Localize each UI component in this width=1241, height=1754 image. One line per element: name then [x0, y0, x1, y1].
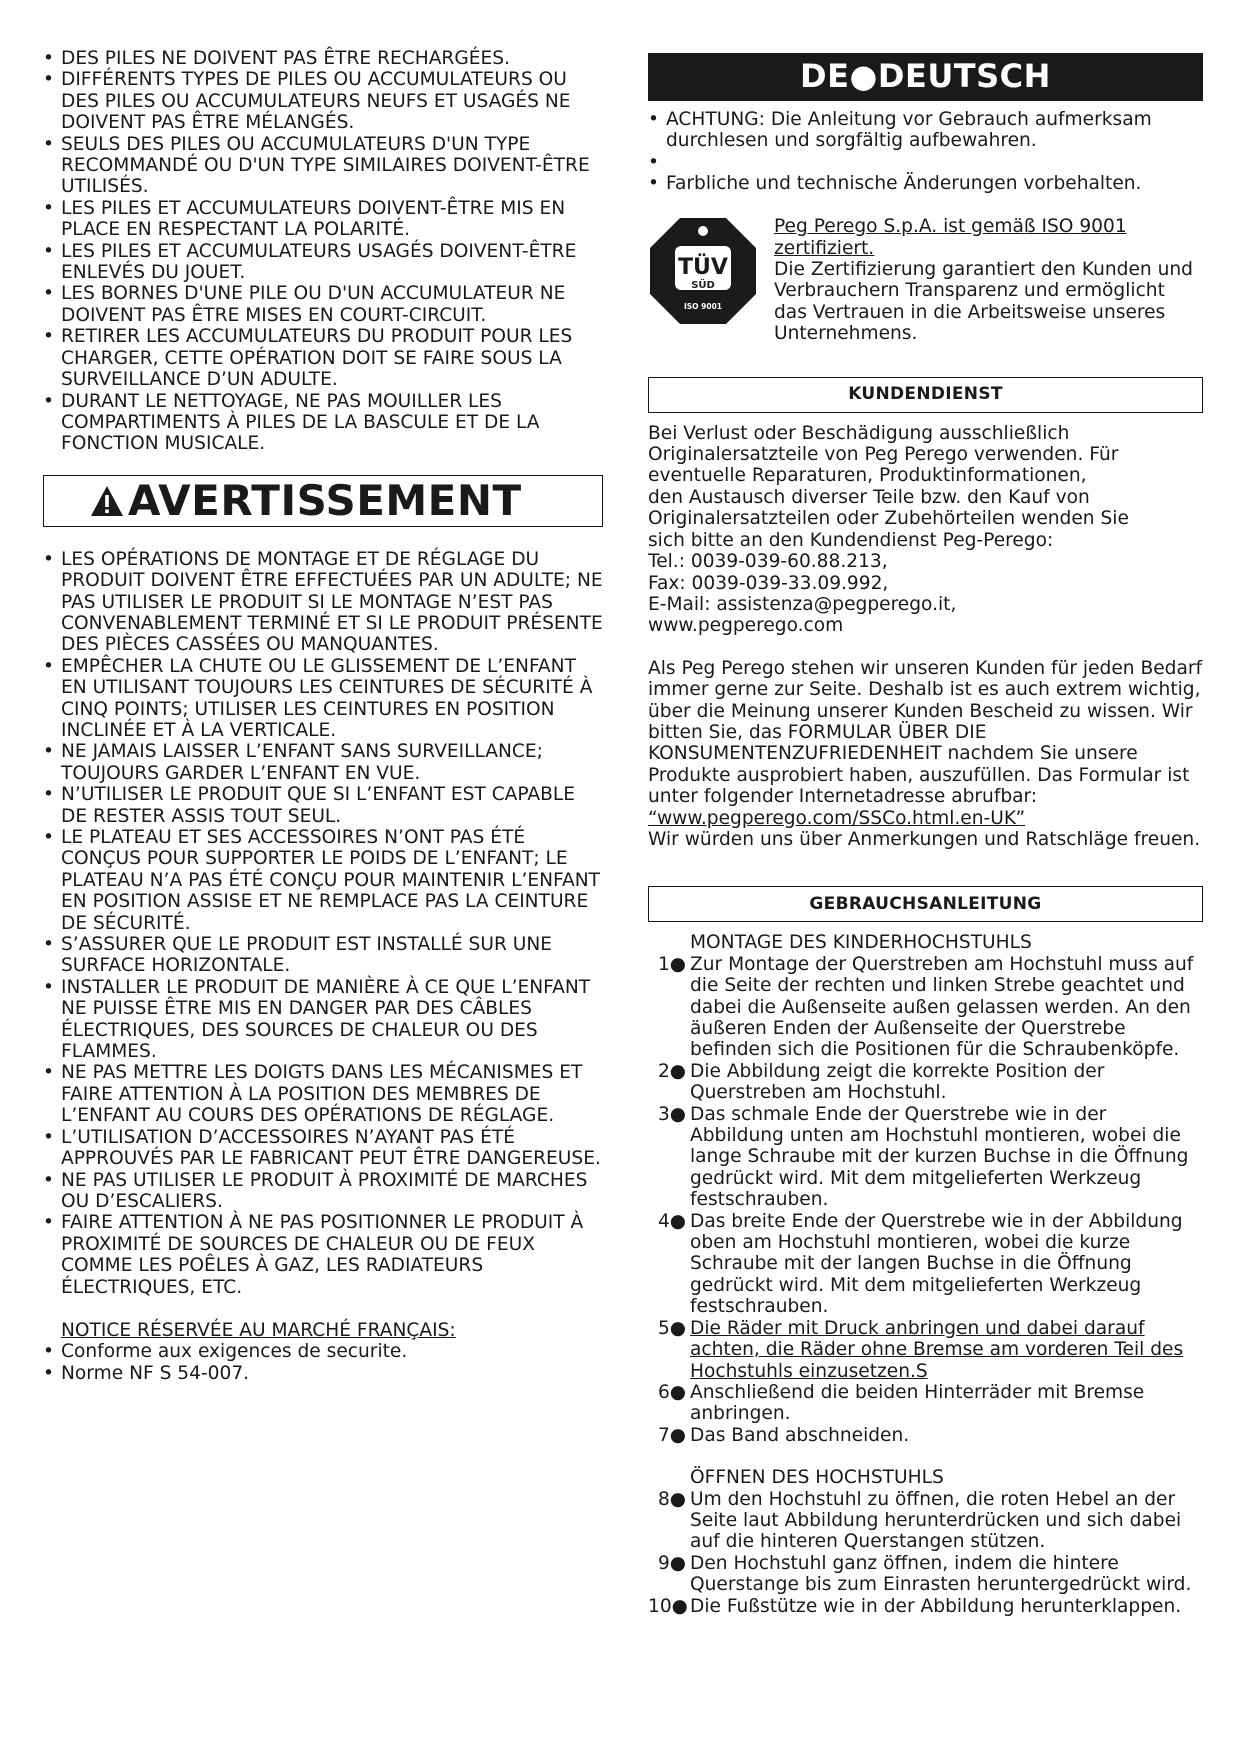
list-item: • NE JAMAIS LAISSER L’ENFANT SANS SURVEILLANCE; TOUJOURS GARDER L’ENFANT EN VUE.	[43, 741, 603, 784]
feedback-text: Als Peg Perego stehen wir unseren Kunden für jeden Bedarf immer gerne zur Seite. Deshalb ist es auch extrem wichtig, über die Meinung unserer Kunden Bescheid zu wissen. Wir bitten Sie, das FORMULAR ÜBER DIE KONSUMENTENZUFRIEDENHEIT nachdem Sie unsere Produkte ausprobiert haben, auszufüllen. Das Formular ist unter folgender Internetadresse abrufbar:	[648, 657, 1203, 808]
list-item: • Norme NF S 54-007.	[43, 1363, 603, 1384]
list-item: • N’UTILISER LE PRODUIT QUE SI L’ENFANT EST CAPABLE DE RESTER ASSIS TOUT SEUL.	[43, 784, 603, 827]
list-item: • RETIRER LES ACCUMULATEURS DU PRODUIT POUR LES CHARGER, CETTE OPÉRATION DOIT SE FAIRE SOUS LA SURVEILLANCE D’UN ADULTE.	[43, 326, 603, 390]
list-item: • DURANT LE NETTOYAGE, NE PAS MOUILLER LES COMPARTIMENTS À PILES DE LA BASCULE ET DE LA FONCTION MUSICALE.	[43, 391, 603, 455]
gebrauchsanleitung-header: GEBRAUCHSANLEITUNG	[648, 886, 1203, 922]
step-text: Die Räder mit Druck anbringen und dabei darauf achten, die Räder ohne Bremse am vorderen Teil des Hochstuhls einzusetzen.S	[690, 1317, 1184, 1382]
oeffnen-heading: ÖFFNEN DES HOCHSTUHLS	[690, 1467, 944, 1489]
step-item	[648, 1553, 1203, 1596]
list-item: • LES PILES ET ACCUMULATEURS USAGÉS DOIVENT-ÊTRE ENLEVÉS DU JOUET.	[43, 241, 603, 284]
spacer	[648, 637, 1203, 658]
step-number: 1●	[657, 953, 686, 975]
feedback-end: Wir würden uns über Anmerkungen und Ratschläge freuen.	[648, 828, 1201, 850]
feedback-link[interactable]: “www.pegperego.com/SSCo.html.en-UK”	[648, 807, 1026, 829]
step-number: 4●	[657, 1210, 686, 1232]
email-line[interactable]: E-Mail: assistenza@pegperego.it,	[648, 593, 957, 615]
list-item: • Conforme aux exigences de securite.	[43, 1341, 603, 1362]
list-item: • NE PAS UTILISER LE PRODUIT À PROXIMITÉ DE MARCHES OU D’ESCALIERS.	[43, 1170, 603, 1213]
step-item	[648, 1211, 1203, 1318]
text-line: den Austausch diverser Teile bzw. den Kauf von	[648, 486, 1090, 508]
list-item: • L’UTILISATION D’ACCESSOIRES N’AYANT PAS ÉTÉ APPROUVÉS PAR LE FABRICANT PEUT ÊTRE DANGEREUSE.	[43, 1127, 603, 1170]
battery-warnings-list	[43, 48, 603, 455]
list-item: • INSTALLER LE PRODUIT DE MANIÈRE À CE QUE L’ENFANT NE PUISSE ÊTRE MIS EN DANGER PAR DES CÂBLES ÉLECTRIQUES, DES SOURCES DE CHALEUR OU DES FLAMMES.	[43, 977, 603, 1063]
spacer	[648, 1446, 1203, 1467]
step-number: 2●	[657, 1060, 686, 1082]
list-item: • NE PAS METTRE LES DOIGTS DANS LES MÉCANISMES ET FAIRE ATTENTION À LA POSITION DES MEMBRES DE L’ENFANT AU COURS DES OPÉRATIONS DE RÉGLAGE.	[43, 1062, 603, 1126]
spacer	[648, 152, 1203, 173]
step-item	[648, 1104, 1203, 1211]
list-item: • S’ASSURER QUE LE PRODUIT EST INSTALLÉ SUR UNE SURFACE HORIZONTALE.	[43, 934, 603, 977]
list-item: • SEULS DES PILES OU ACCUMULATEURS D'UN TYPE RECOMMANDÉ OU D'UN TYPE SIMILAIRES DOIVENT-ÊTRE UTILISÉS.	[43, 134, 603, 198]
list-item: • LES BORNES D'UNE PILE OU D'UN ACCUMULATEUR NE DOIVENT PAS ÊTRE MISES EN COURT-CIRCUIT.	[43, 283, 603, 326]
list-item: • LES OPÉRATIONS DE MONTAGE ET DE RÉGLAGE DU PRODUIT DOIVENT ÊTRE EFFECTUÉES PAR UN ADULTE; NE PAS UTILISER LE PRODUIT SI LE MONTAGE N’EST PAS CONVENABLEMENT TERMINÉ ET SI LE PRODUIT PRÉSENTE DES PIÈCES CASSÉES OU MANQUANTES.	[43, 549, 603, 656]
kundendienst-text	[648, 423, 1203, 637]
french-column	[43, 48, 603, 1384]
iso-logo-text: ISO 9001	[683, 302, 723, 312]
oeffnen-steps	[648, 1489, 1203, 1617]
notice-heading: NOTICE RÉSERVÉE AU MARCHÉ FRANÇAIS:	[61, 1319, 456, 1341]
step-text: Die Fußstütze wie in der Abbildung herunterklappen.	[690, 1595, 1182, 1617]
step-number: 8●	[657, 1488, 686, 1510]
step-item	[648, 1596, 1203, 1617]
step-number: 10●	[648, 1595, 688, 1617]
step-item	[648, 1061, 1203, 1104]
website-link[interactable]: www.pegperego.com	[648, 615, 844, 637]
certification-text	[774, 216, 1203, 344]
phone-line: Tel.: 0039-039-60.88.213,	[648, 551, 888, 573]
text-line: Originalersatzteile von Peg Perego verwenden. Für	[648, 444, 1119, 466]
step-number: 5●	[657, 1317, 686, 1339]
montage-steps	[648, 954, 1203, 1446]
text-line: sich bitte an den Kundendienst Peg-Perego:	[648, 529, 1054, 551]
list-item: • DIFFÉRENTS TYPES DE PILES OU ACCUMULATEURS OU DES PILES OU ACCUMULATEURS NEUFS ET USAGÉS NE DOIVENT PAS ÊTRE MÉLANGÉS.	[43, 69, 603, 133]
german-column	[648, 48, 1203, 1617]
step-text: Den Hochstuhl ganz öffnen, indem die hintere Querstange bis zum Einrasten heruntergedrückt wird.	[690, 1552, 1192, 1596]
certification-link[interactable]: Peg Perego S.p.A. ist gemäß ISO 9001 zertifiziert.	[774, 216, 1127, 259]
step-number: 6●	[657, 1381, 686, 1403]
step-item	[648, 954, 1203, 1061]
step-text: Anschließend die beiden Hinterräder mit Bremse anbringen.	[690, 1381, 1145, 1425]
step-text: Das breite Ende der Querstrebe wie in der Abbildung oben am Hochstuhl montieren, wobei die kurze Schraube mit der langen Buchse in die Öffnung gedrückt wird. Mit dem mitgelieferten Werkzeug festschrauben.	[690, 1210, 1183, 1318]
warning-list	[43, 549, 603, 1298]
warning-title: AVERTISSEMENT	[128, 475, 522, 525]
step-item	[648, 1425, 1203, 1446]
sud-logo-text: SÜD	[691, 280, 715, 292]
list-item: • EMPÊCHER LA CHUTE OU LE GLISSEMENT DE L’ENFANT EN UTILISANT TOUJOURS LES CEINTURES DE SÉCURITÉ À CINQ POINTS; UTILISER LES CEINTURES EN POSITION INCLINÉE ET À LA VERTICALE.	[43, 656, 603, 742]
montage-heading: MONTAGE DES KINDERHOCHSTUHLS	[690, 932, 1032, 954]
step-text: Das schmale Ende der Querstrebe wie in der Abbildung unten am Hochstuhl montieren, wobei die lange Schraube mit der kurzen Buchse in die Öffnung gedrückt wird. Mit dem mitgelieferten Werkzeug festschrauben.	[690, 1103, 1189, 1211]
notice-list	[43, 1341, 603, 1384]
step-text: Um den Hochstuhl zu öffnen, die roten Hebel an der Seite laut Abbildung herunterdrücken und sich dabei auf die hinteren Querstangen stützen.	[690, 1488, 1182, 1553]
step-text: Das Band abschneiden.	[690, 1424, 910, 1446]
list-item: • LE PLATEAU ET SES ACCESSOIRES N’ONT PAS ÉTÉ CONÇUS POUR SUPPORTER LE POIDS DE L’ENFANT; LE PLATEAU N’A PAS ÉTÉ CONÇU POUR MAINTENIR L’ENFANT EN POSITION ASSISE ET NE REMPLACE PAS LA CEINTURE DE SÉCURITÉ.	[43, 827, 603, 934]
step-number: 9●	[657, 1552, 686, 1574]
list-item: • LES PILES ET ACCUMULATEURS DOIVENT-ÊTRE MIS EN PLACE EN RESPECTANT LA POLARITÉ.	[43, 198, 603, 241]
text-line: Bei Verlust oder Beschädigung ausschließlich	[648, 422, 1070, 444]
list-item: • ACHTUNG: Die Anleitung vor Gebrauch aufmerksam durchlesen und sorgfältig aufbewahren.	[648, 109, 1203, 152]
tuv-certification-logo	[648, 216, 758, 326]
language-header: DE●DEUTSCH	[648, 53, 1203, 101]
list-item: • DES PILES NE DOIVENT PAS ÊTRE RECHARGÉES.	[43, 48, 603, 69]
step-number: 3●	[657, 1103, 686, 1125]
certification-body: Die Zertifizierung garantiert den Kunden und Verbrauchern Transparenz und ermöglicht das Vertrauen in die Arbeitsweise unseres Unternehmens.	[774, 259, 1193, 345]
kundendienst-header: KUNDENDIENST	[648, 377, 1203, 413]
step-item	[648, 1489, 1203, 1553]
text-line: eventuelle Reparaturen, Produktinformationen,	[648, 465, 1087, 487]
tuv-logo-text: TÜV	[678, 255, 728, 281]
step-text: Zur Montage der Querstreben am Hochstuhl muss auf die Seite der rechten und linken Strebe geachtet und dabei die Außenseite außen gelassen werden. An den äußeren Enden der Außenseite der Querstrebe befinden sich die Positionen für die Schraubenköpfe.	[690, 953, 1194, 1061]
fax-line: Fax: 0039-039-33.09.992,	[648, 572, 889, 594]
step-item	[648, 1318, 1203, 1382]
certification-block	[648, 216, 1203, 344]
step-number: 7●	[657, 1424, 686, 1446]
list-item: • Farbliche und technische Änderungen vorbehalten.	[648, 173, 1203, 194]
step-item	[648, 1382, 1203, 1425]
intro-list	[648, 109, 1203, 194]
warning-triangle-icon	[90, 484, 124, 518]
text-line: Originalersatzteilen oder Zubehörteilen wenden Sie	[648, 508, 1129, 530]
step-text: Die Abbildung zeigt die korrekte Position der Querstreben am Hochstuhl.	[690, 1060, 1105, 1104]
list-item: • FAIRE ATTENTION À NE PAS POSITIONNER LE PRODUIT À PROXIMITÉ DE SOURCES DE CHALEUR OU DE FEUX COMME LES POÊLES À GAZ, LES RADIATEURS ÉLECTRIQUES, ETC.	[43, 1212, 603, 1298]
warning-header	[43, 475, 603, 527]
